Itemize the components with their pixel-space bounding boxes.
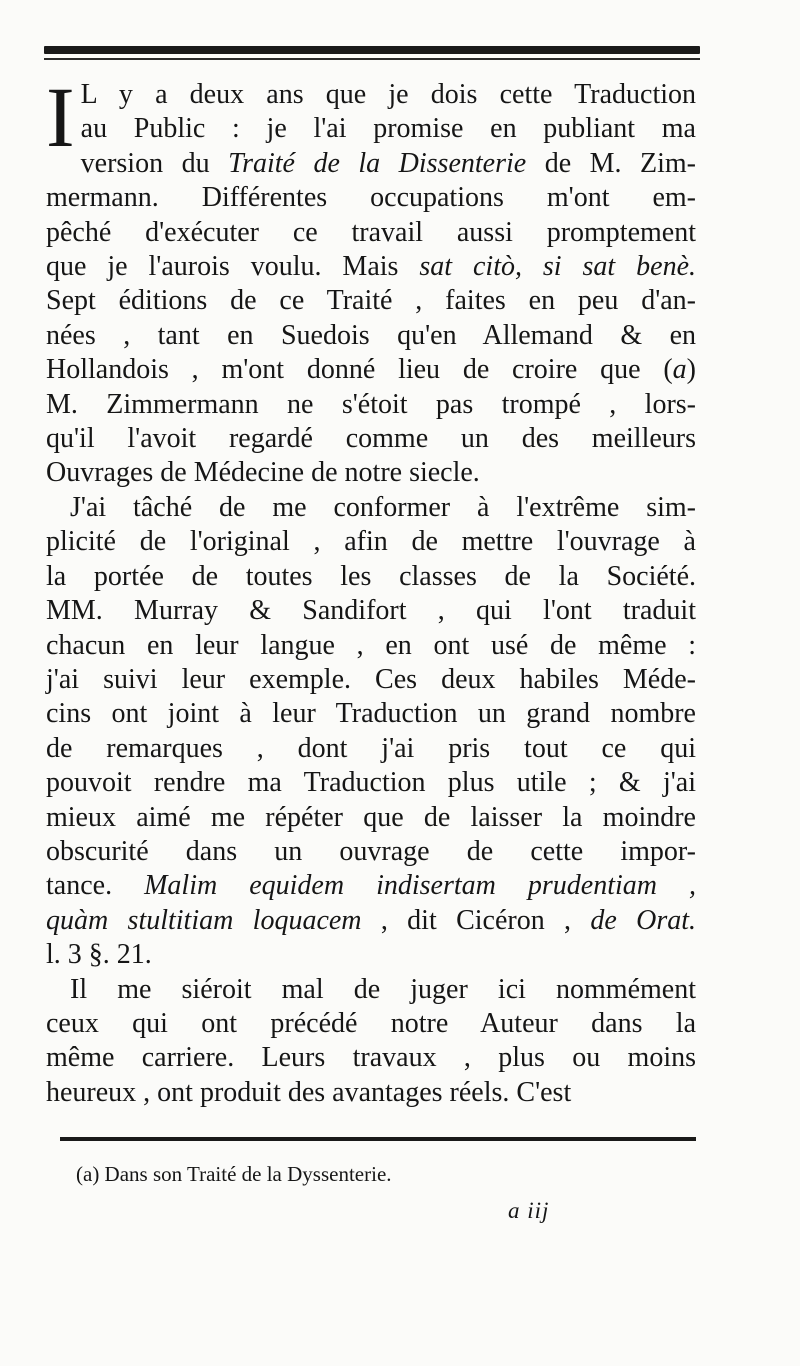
p1-line: L y a deux ans que je dois cette Traduction: [80, 79, 696, 110]
p2-line: de remarques , dont j'ai pris tout ce qui: [46, 732, 696, 764]
paragraph-2: [46, 491, 696, 973]
p2-line: plicité de l'original , afin de mettre l'ouvrage à: [46, 526, 696, 558]
p1-line: M. Zimmermann ne s'étoit pas trompé , lors-: [46, 388, 696, 420]
paragraph-3-lines: [46, 973, 696, 1111]
p2-line: la portée de toutes les classes de la Société.: [46, 560, 696, 592]
header-rule-thick: [44, 46, 700, 54]
p3-line: même carriere. Leurs travaux , plus ou moins: [46, 1042, 696, 1074]
p1-line: qu'il l'avoit regardé comme un des meilleurs: [46, 423, 696, 455]
signature-mark: a iij: [508, 1198, 550, 1223]
p2-line: obscurité dans un ouvrage de cette impor-: [46, 835, 696, 867]
p2-line: tance. Malim equidem indisertam prudentiam ,: [46, 870, 697, 902]
p2-line: l. 3 §. 21.: [46, 939, 152, 971]
paragraph-1: [46, 69, 697, 491]
p2-line: MM. Murray & Sandifort , qui l'ont traduit: [46, 595, 696, 627]
paragraph-2-lines: [46, 491, 696, 973]
p1-line: Hollandois , m'ont donné lieu de croire que (a): [46, 354, 696, 386]
p1-line: pêché d'exécuter ce travail aussi promptement: [46, 216, 696, 248]
footnote: (a) Dans son Traité de la Dyssenterie.: [76, 1162, 392, 1186]
p1-line: Ouvrages de Médecine de notre siecle.: [46, 457, 480, 489]
body-text: [46, 69, 697, 1110]
p1-line: que je l'aurois voulu. Mais sat citò, si sat benè.: [46, 251, 697, 283]
drop-cap: I: [46, 69, 75, 165]
p1-line: Sept éditions de ce Traité , faites en peu d'an-: [46, 285, 696, 317]
p1-line: au Public : je l'ai promise en publiant ma: [80, 113, 696, 145]
p2-line: quàm stultitiam loquacem , dit Cicéron , de Orat.: [46, 904, 697, 936]
p1-line: nées , tant en Suedois qu'en Allemand & en: [46, 319, 696, 351]
header-rule-thin: [44, 58, 700, 60]
p2-line: chacun en leur langue , en ont usé de même :: [46, 629, 696, 661]
p2-line: cins ont joint à leur Traduction un grand nombre: [46, 698, 696, 730]
p2-line: J'ai tâché de me conformer à l'extrême sim-: [70, 491, 696, 523]
footnote-rule: [60, 1137, 696, 1141]
p2-line: pouvoit rendre ma Traduction plus utile ; & j'ai: [46, 767, 696, 799]
p1-line: mermann. Différentes occupations m'ont em-: [46, 182, 696, 214]
p2-line: mieux aimé me répéter que de laisser la moindre: [46, 801, 696, 833]
p1-line: version du Traité de la Dissenterie de M. Zim-: [80, 147, 696, 179]
p3-line: Il me siéroit mal de juger ici nommément: [70, 973, 696, 1005]
p2-line: j'ai suivi leur exemple. Ces deux habiles Méde-: [46, 663, 696, 695]
p3-line: ceux qui ont précédé notre Auteur dans la: [46, 1007, 696, 1039]
p3-line: heureux , ont produit des avantages réels. C'est: [46, 1076, 572, 1108]
paragraph-1-lines: [46, 69, 697, 491]
paragraph-3: [46, 973, 696, 1111]
